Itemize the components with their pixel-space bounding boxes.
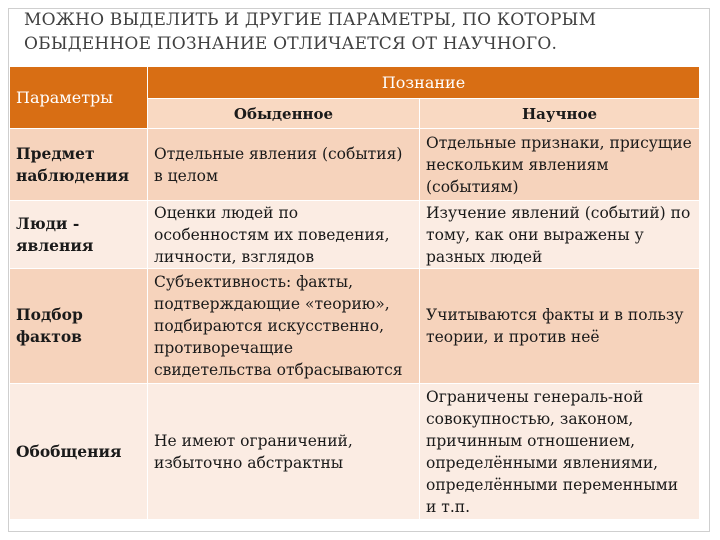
header-parameters: Параметры [10,67,148,129]
row-4-scientific: Ограничены генераль-ной совокупностью, законом, причинным отношением, определёнными явлениями, определёнными переменными и т.п. [420,384,700,520]
row-4-param: Обобщения [10,384,148,520]
slide-title [24,8,704,56]
title-line-2: ОБЫДЕННОЕ ПОЗНАНИЕ ОТЛИЧАЕТСЯ ОТ НАУЧНОГО. [24,34,558,54]
header-scientific: Научное [420,99,700,129]
row-1-ordinary: Отдельные явления (события) в целом [148,129,420,201]
row-3-scientific: Учитываются факты и в пользу теории, и против неё [420,269,700,384]
row-4-ordinary: Не имеют ограничений, избыточно абстрактны [148,384,420,520]
title-line-1: МОЖНО ВЫДЕЛИТЬ И ДРУГИЕ ПАРАМЕТРЫ, ПО КОТОРЫМ [24,10,597,30]
row-2-param: Люди - явления [10,201,148,269]
row-3-ordinary: Субъективность: факты, подтверждающие «теорию», подбираются искусственно, противоречащие свидетельства отбрасываются [148,269,420,384]
header-cognition: Познание [148,67,700,99]
row-1-scientific: Отдельные признаки, присущие нескольким явлениям (событиям) [420,129,700,201]
comparison-table [10,67,700,520]
row-1-param: Предмет наблюдения [10,129,148,201]
row-2-scientific: Изучение явлений (событий) по тому, как они выражены у разных людей [420,201,700,269]
header-ordinary: Обыденное [148,99,420,129]
row-3-param: Подбор фактов [10,269,148,384]
row-2-ordinary: Оценки людей по особенностям их поведения, личности, взглядов [148,201,420,269]
